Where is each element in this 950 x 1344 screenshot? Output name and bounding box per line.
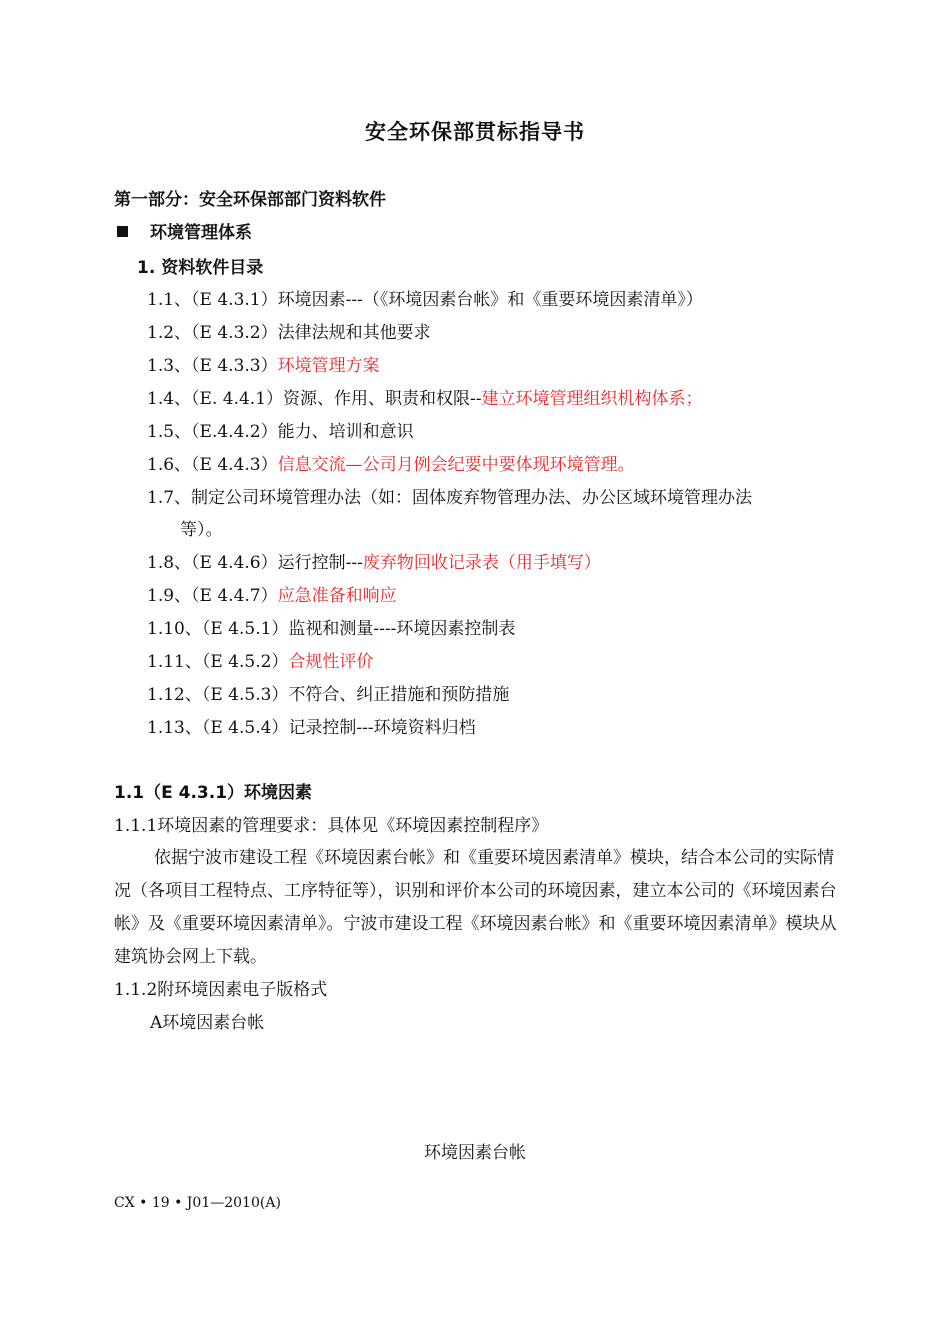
list-item: 1.1、（E 4.3.1）环境因素---（《环境因素台帐》和《重要环境因素清单》）	[147, 290, 703, 310]
list-item: 1.4、（E. 4.4.1）资源、作用、职责和权限--建立环境管理组织机构体系；	[147, 389, 703, 409]
part-heading: 第一部分：安全环保部部门资料软件	[114, 190, 386, 210]
list-item: 1.11、（E 4.5.2）合规性评价	[147, 652, 374, 672]
section-heading: 1.1（E 4.3.1）环境因素	[114, 783, 313, 803]
list-item: 1.6、（E 4.4.3）信息交流—公司月例会纪要中要体现环境管理。	[147, 455, 635, 475]
list-item: 1.3、（E 4.3.3）环境管理方案	[147, 356, 380, 376]
list-item: 1.10、（E 4.5.1）监视和测量----环境因素控制表	[147, 619, 516, 639]
body-paragraph: 依据宁波市建设工程《环境因素台帐》和《重要环境因素清单》模块，结合本公司的实际情况（各项目工程特点、工序特征等），识别和评价本公司的环境因素，建立本公司的《环境因素台帐》及《重要环境因素清单》。宁波市建设工程《环境因素台帐》和《重要环境因素清单》模块从建筑协会网上下载。	[114, 848, 837, 967]
attachment-a: A环境因素台帐	[150, 1013, 265, 1033]
list-item-continued: 等）。	[180, 520, 223, 540]
list-item: 1.9、（E 4.4.7）应急准备和响应	[147, 586, 397, 606]
list-item: 1.13、（E 4.5.4）记录控制---环境资料归档	[147, 718, 476, 738]
catalog-heading: 1. 资料软件目录	[137, 258, 264, 278]
page-title: 安全环保部贯标指导书	[365, 120, 585, 144]
table-title: 环境因素台帐	[424, 1143, 526, 1163]
list-item: 1.12、（E 4.5.3）不符合、纠正措施和预防措施	[147, 685, 510, 705]
list-item: 1.2、（E 4.3.2）法律法规和其他要求	[147, 323, 431, 343]
attachment-line: 1.1.2附环境因素电子版格式	[114, 980, 328, 1000]
document-code: CX • 19 • J01—2010(A)	[114, 1195, 281, 1211]
list-item: 1.7、制定公司环境管理办法（如：固体废弃物管理办法、办公区域环境管理办法	[147, 488, 753, 508]
square-bullet-icon	[117, 226, 128, 237]
list-item: 1.8、（E 4.4.6）运行控制---废弃物回收记录表（用手填写）	[147, 553, 601, 573]
list-item: 1.5、（E.4.4.2）能力、培训和意识	[147, 422, 414, 442]
system-heading-label: 环境管理体系	[150, 223, 252, 243]
requirement-line: 1.1.1环境因素的管理要求：具体见《环境因素控制程序》	[114, 816, 549, 836]
system-heading	[117, 221, 252, 245]
